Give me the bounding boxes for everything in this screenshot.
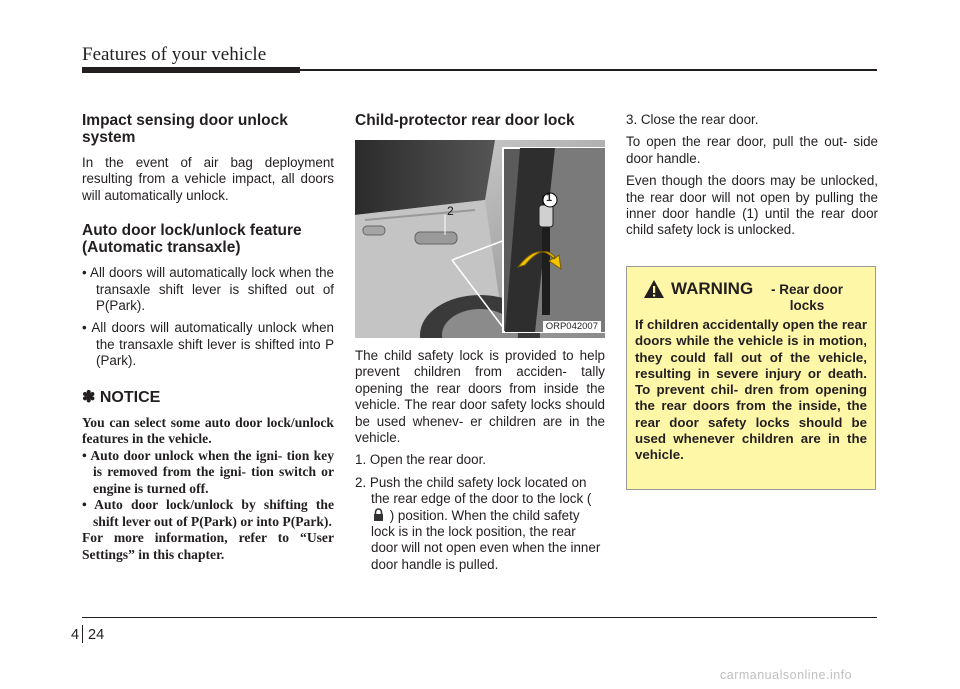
notice-item: • Auto door unlock when the igni- tion key is removed from the igni- tion switch or engine is turned off. [82, 447, 334, 496]
step3-text: 3. Close the rear door. [626, 112, 759, 127]
header-rule-thick [82, 67, 300, 73]
list-item [355, 475, 605, 573]
list-item: • All doors will automatically lock when the transaxle shift lever is shifted out of P(Park). [82, 265, 334, 314]
child-lock-description: The child safety lock is provided to help prevent children from acciden- tally opening the rear doors from inside the vehicle. The rear door safety locks should be used whenev- er children are in the vehicle. [355, 348, 605, 446]
chapter-number: 4 [71, 627, 80, 643]
warning-text: If children accidentally open the rear doors while the vehicle is in motion, they could fall out of the vehicle, resulting in severe injury or death. To prevent chil- dren from opening the rear doors from the inside, the rear door safety locks should be used whenever children are in the vehicle. [635, 317, 867, 463]
notice-outro: For more information, refer to “User Settings” in this chapter. [82, 530, 334, 562]
page-header-title: Features of your vehicle [82, 44, 267, 65]
open-door-text: To open the rear door, pull the out- side door handle. [626, 134, 878, 166]
impact-unlock-text: In the event of air bag deployment resulting from a vehicle impact, all doors will automatically unlock. [82, 155, 334, 203]
child-lock-heading: Child-protector rear door lock [355, 112, 575, 129]
footer-separator [82, 625, 83, 643]
unlock-note-text: Even though the doors may be unlocked, the rear door will not open by pulling the inner door handle (1) until the rear door child safety lock is unlocked. [626, 173, 878, 238]
auto-lock-heading: Auto door lock/unlock feature (Automatic transaxle) [82, 222, 302, 257]
right-column [626, 112, 878, 239]
notice-intro: You can select some auto door lock/unlock features in the vehicle. [82, 414, 334, 447]
figure-code: ORP042007 [543, 321, 601, 333]
warning-subtitle: - Rear door locks [770, 282, 843, 313]
notice-item: • Auto door lock/unlock by shifting the shift lever out of P(Park) or into P(Park). [82, 497, 334, 529]
padlock-icon [371, 508, 386, 522]
warning-box [626, 266, 876, 490]
car-rear-door-photo [355, 140, 605, 338]
middle-column [355, 112, 605, 579]
auto-lock-list [82, 265, 334, 369]
left-column [82, 112, 334, 563]
notice-body [82, 415, 334, 564]
warning-triangle-icon [643, 279, 665, 299]
page-number: 24 [88, 627, 105, 643]
warning-title: WARNING [671, 279, 754, 298]
footer-rule [82, 617, 877, 618]
step2-text-b: ) position. When the child safety lock is in the lock position, the rear door will not open even when the inner door handle is pulled. [371, 507, 601, 572]
callout-2-label: 2 [447, 204, 454, 218]
header-rule-thin [300, 69, 877, 71]
warning-header [635, 277, 867, 317]
callout-1-label: 1 [546, 192, 553, 204]
list-item: • All doors will automatically unlock when the transaxle shift lever is shifted into P (Park). [82, 320, 334, 369]
step2-text-a: 2. Push the child safety lock located on the rear edge of the door to the lock ( [355, 474, 592, 507]
list-item: 1. Open the rear door. [355, 452, 487, 468]
child-lock-illustration [355, 140, 605, 338]
watermark: carmanualsonline.info [720, 668, 853, 682]
notice-title: ✽ NOTICE [82, 388, 161, 406]
child-lock-steps [355, 452, 605, 573]
impact-unlock-heading: Impact sensing door unlock system [82, 112, 288, 146]
